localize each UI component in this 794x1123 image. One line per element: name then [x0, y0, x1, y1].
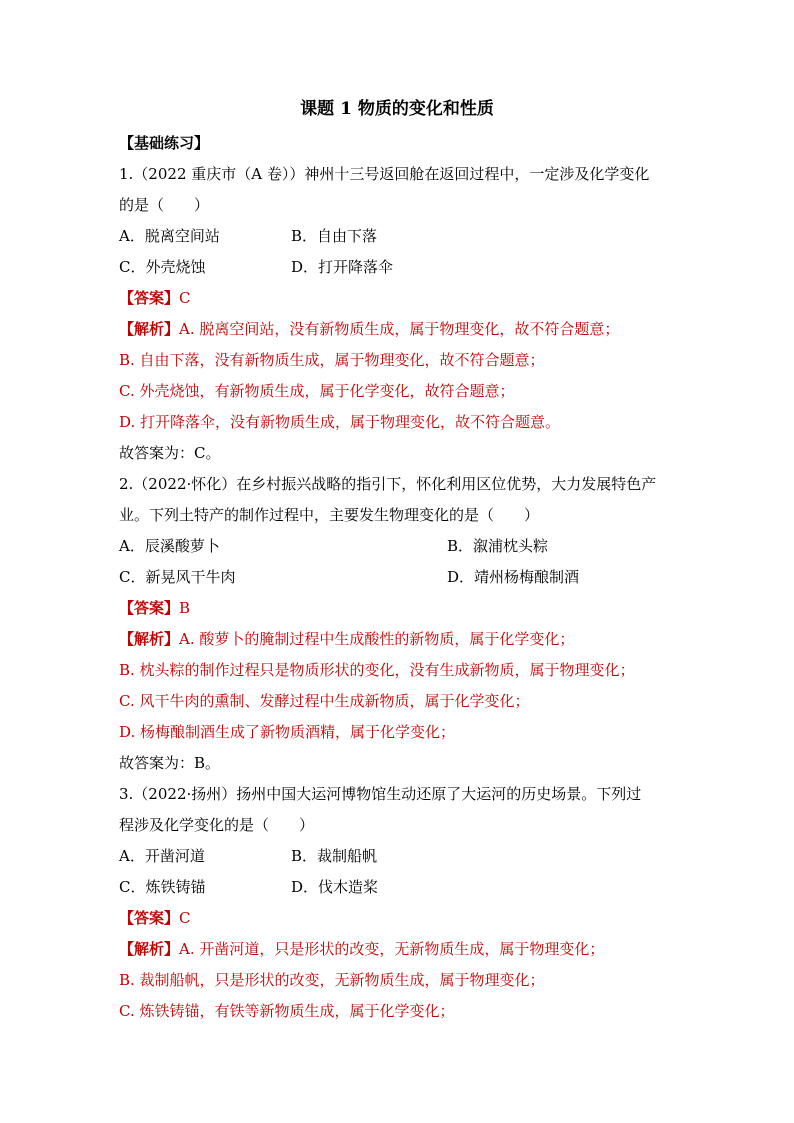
q3-option-c: C．炼铁铸锚	[119, 878, 206, 896]
analysis-tag: 【解析】	[119, 320, 180, 338]
q1-option-b: B．自由下落	[291, 227, 378, 245]
q2-option-c: C．新晃风干牛肉	[119, 568, 236, 586]
q1-answer: C	[179, 289, 191, 307]
q2-conclusion: 故答案为：B。	[119, 754, 221, 772]
q3-option-d: D．伐木造桨	[291, 878, 379, 896]
q2-answer: B	[179, 599, 191, 617]
answer-tag: 【答案】	[119, 599, 180, 617]
q1-answer-line	[119, 288, 191, 308]
section-heading: 【基础练习】	[119, 134, 210, 152]
q3-analysis-line1	[119, 939, 604, 959]
q3-option-b: B．裁制船帆	[291, 847, 378, 865]
q2-option-a: A．辰溪酸萝卜	[119, 537, 220, 555]
q1-option-d: D．打开降落伞	[291, 258, 394, 276]
q1-analysis-line1	[119, 319, 619, 339]
page-title: 课题 1 物质的变化和性质	[300, 99, 494, 119]
analysis-tag: 【解析】	[119, 940, 180, 958]
analysis-tag: 【解析】	[119, 630, 180, 648]
q3-answer-line	[119, 908, 191, 928]
q3-stem-line1: 3.（2022·扬州）扬州中国大运河博物馆生动还原了大运河的历史场景。下列过	[119, 785, 642, 803]
q1-analysis-b: B. 自由下落，没有新物质生成，属于物理变化，故不符合题意；	[119, 351, 545, 369]
q2-option-d: D．靖州杨梅酿制酒	[447, 568, 580, 586]
q2-analysis-c: C. 风干牛肉的熏制、发酵过程中生成新物质，属于化学变化；	[119, 692, 530, 710]
answer-tag: 【答案】	[119, 289, 180, 307]
q1-stem-line1: 1.（2022 重庆市（A 卷））神州十三号返回舱在返回过程中，一定涉及化学变化	[119, 165, 650, 183]
q1-conclusion: 故答案为：C。	[119, 444, 221, 462]
q3-analysis-a: A. 开凿河道，只是形状的改变，无新物质生成，属于物理变化；	[179, 940, 605, 958]
q2-analysis-line1	[119, 629, 574, 649]
q1-analysis-a: A. 脱离空间站，没有新物质生成，属于物理变化，故不符合题意；	[179, 320, 620, 338]
q1-stem-line2: 的是（ ）	[119, 196, 210, 214]
q2-answer-line	[119, 598, 190, 618]
q1-analysis-c: C. 外壳烧蚀，有新物质生成，属于化学变化，故符合题意；	[119, 382, 515, 400]
q2-analysis-b: B. 枕头粽的制作过程只是物质形状的变化，没有生成新物质，属于物理变化；	[119, 661, 635, 679]
q1-option-c: C．外壳烧蚀	[119, 258, 206, 276]
q3-answer: C	[179, 909, 191, 927]
q3-stem-line2: 程涉及化学变化的是（ ）	[119, 816, 315, 834]
q1-option-a: A．脱离空间站	[119, 227, 220, 245]
q2-option-b: B．溆浦枕头粽	[447, 537, 549, 555]
q2-analysis-d: D. 杨梅酿制酒生成了新物质酒精，属于化学变化；	[119, 723, 456, 741]
q3-option-a: A．开凿河道	[119, 847, 205, 865]
q3-analysis-c: C. 炼铁铸锚，有铁等新物质生成，属于化学变化；	[119, 1002, 455, 1020]
q1-analysis-d: D. 打开降落伞，没有新物质生成，属于物理变化，故不符合题意。	[119, 413, 561, 431]
q2-stem-line2: 业。下列土特产的制作过程中，主要发生物理变化的是（ ）	[119, 506, 540, 524]
q2-analysis-a: A. 酸萝卜的腌制过程中生成酸性的新物质，属于化学变化；	[179, 630, 575, 648]
q2-stem-line1: 2.（2022·怀化）在乡村振兴战略的指引下，怀化利用区位优势，大力发展特色产	[119, 475, 657, 493]
q3-analysis-b: B. 裁制船帆，只是形状的改变，无新物质生成，属于物理变化；	[119, 971, 545, 989]
answer-tag: 【答案】	[119, 909, 180, 927]
